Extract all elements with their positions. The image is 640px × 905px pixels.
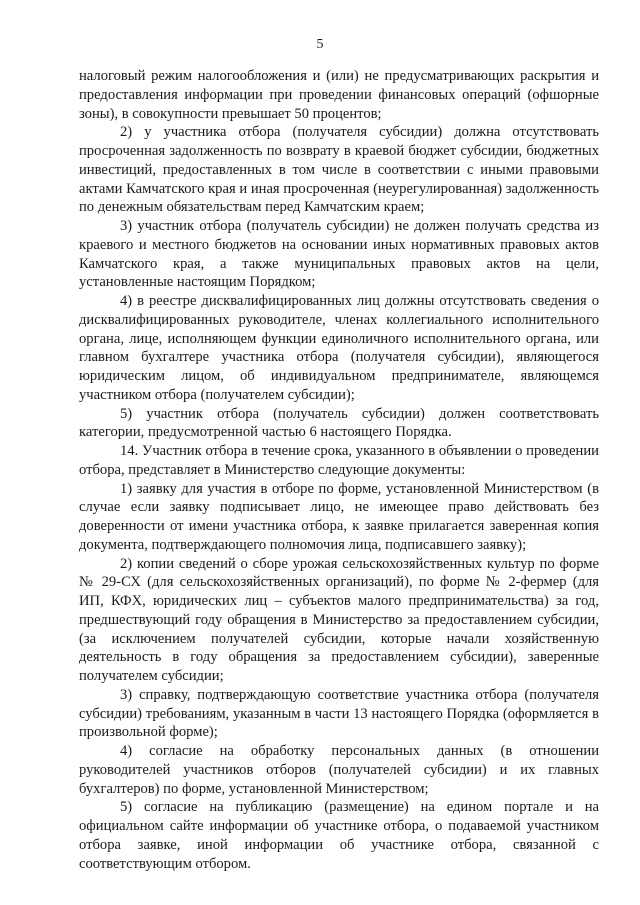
document-body <box>79 67 599 873</box>
paragraph-document-2: 2) копии сведений о сборе урожая сельскохозяйственных культур по форме № 29-СХ (для сельскохозяйственных организаций), по форме № 2-фермер (для ИП, КФХ, юридических лиц – субъектов малого предпринимательства) за год, предшествующий году обращения в Министерство за предоставлением субсидии, (за исключением получателей субсидии, которые начали хозяйственную деятельность в году обращения за предоставлением субсидии), заверенные получателем субсидии; <box>79 555 599 684</box>
paragraph-document-1: 1) заявку для участия в отборе по форме, установленной Министерством (в случае если заявку подписывает лицо, не имеющее право действовать без доверенности от имени участника отбора, к заявке прилагается заверенная копия документа, подтверждающего полномочия лица, подписавшего заявку); <box>79 480 599 553</box>
paragraph-document-4: 4) согласие на обработку персональных данных (в отношении руководителей участников отборов (получателей субсидии) и их главных бухгалтеров) по форме, установленной Министерством; <box>79 743 599 797</box>
paragraph-item-4: 4) в реестре дисквалифицированных лиц должны отсутствовать сведения о дисквалифицированных руководителе, членах коллегиального исполнительного органа, лице, исполняющем функции единоличного исполнительного органа, или главном бухгалтере участника отбора (получателя субсидии), являющегося юридическим лицом, об индивидуальном предпринимателе, являющемся участником отбора (получателем субсидии); <box>79 293 599 403</box>
paragraph-section-14: 14. Участник отбора в течение срока, указанного в объявлении о проведении отбора, представляет в Министерство следующие документы: <box>79 443 599 478</box>
paragraph-document-3: 3) справку, подтверждающую соответствие участника отбора (получателя субсидии) требованиям, указанным в части 13 настоящего Порядка (оформляется в произвольной форме); <box>79 686 599 741</box>
paragraph-item-2: 2) у участника отбора (получателя субсидии) должна отсутствовать просроченная задолженность по возврату в краевой бюджет субсидии, бюджетных инвестиций, предоставленных в том числе в соответствии с иными правовыми актами Камчатского края и иная просроченная (неурегулированная) задолженность по денежным обязательствам перед Камчатским краем; <box>79 124 599 216</box>
paragraph-document-5: 5) согласие на публикацию (размещение) на едином портале и на официальном сайте информации об участнике отбора, о подаваемой участником отбора заявке, иной информации об участнике отбора, связанной с соответствующим отбором. <box>79 799 599 872</box>
page-number: 5 <box>316 37 324 52</box>
paragraph-continuation: налоговый режим налогообложения и (или) не предусматривающих раскрытия и предоставления информации при проведении финансовых операций (офшорные зоны), в совокупности превышает 50 процентов; <box>79 68 599 122</box>
paragraph-item-5: 5) участник отбора (получатель субсидии) должен соответствовать категории, предусмотренной частью 6 настоящего Порядка. <box>79 405 599 441</box>
paragraph-item-3: 3) участник отбора (получатель субсидии) не должен получать средства из краевого и местного бюджетов на основании иных нормативных правовых актов Камчатского края, а также муниципальных правовых актов на цели, установленные настоящим Порядком; <box>79 218 599 291</box>
